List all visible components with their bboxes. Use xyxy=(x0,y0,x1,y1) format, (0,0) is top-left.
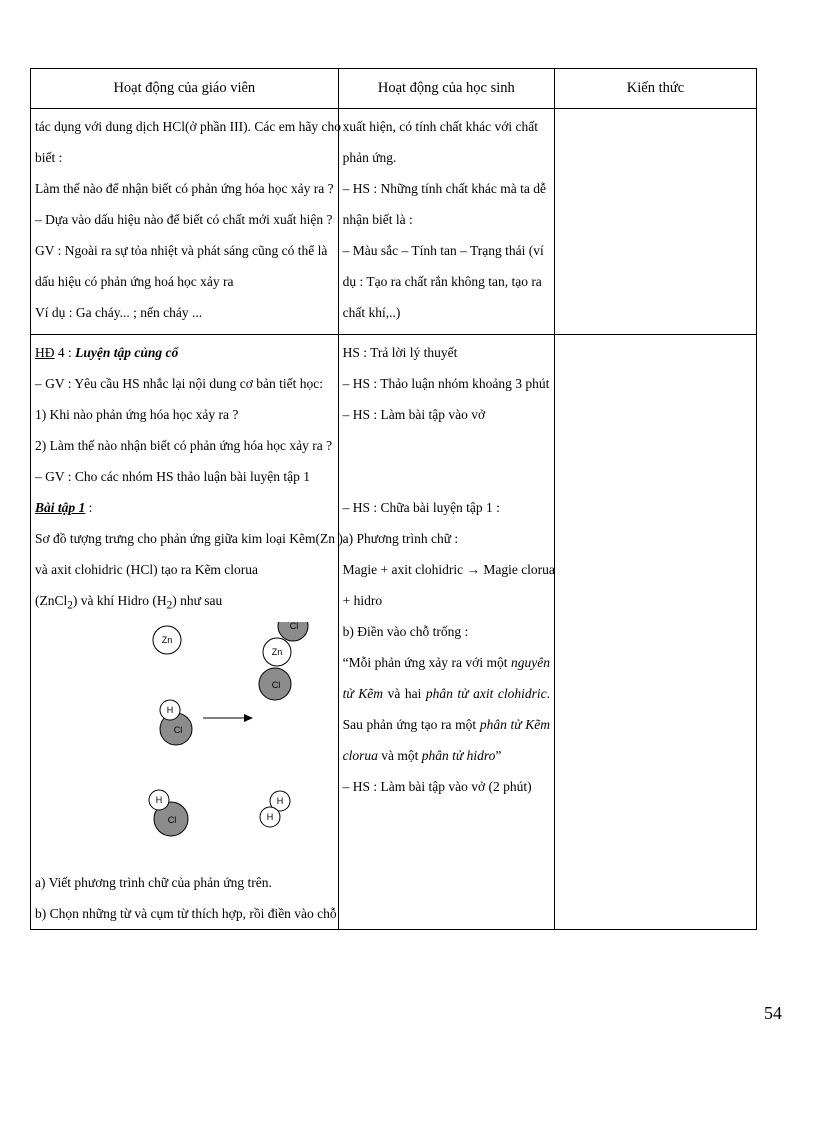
subscript: 2 xyxy=(166,599,173,612)
table-row xyxy=(31,335,757,930)
header-row xyxy=(31,69,757,109)
lesson-table xyxy=(30,68,757,930)
text-line: + hidro xyxy=(342,593,383,608)
formula-part: (ZnCl xyxy=(35,593,68,608)
hd-number: 4 : xyxy=(54,345,76,360)
reaction-arrow-icon xyxy=(203,714,253,722)
text-line: xuất hiện, có tính chất khác với chất xyxy=(342,119,538,134)
answer-quote xyxy=(343,647,550,771)
text-line: – HS : Thảo luận nhóm khoảng 3 phút xyxy=(342,376,550,391)
text-line: chất khí,..) xyxy=(342,305,401,320)
text-line: – Dựa vào dấu hiệu nào để biết có chất mới xuất hiện ? xyxy=(35,212,333,227)
text-line: nhận biết là : xyxy=(342,212,413,227)
text-line: Làm thế nào để nhận biết có phản ứng hóa học xảy ra ? xyxy=(35,181,334,196)
header-teacher: Hoạt động của giáo viên xyxy=(31,69,339,109)
exercise-heading xyxy=(35,492,334,523)
teacher-cell xyxy=(31,335,343,930)
text-line: 1) Khi nào phản ứng hóa học xảy ra ? xyxy=(35,407,239,422)
atom-label: H xyxy=(266,811,274,822)
teacher-cell xyxy=(31,109,339,335)
student-cell xyxy=(338,109,554,335)
knowledge-cell xyxy=(554,109,756,335)
atom-label: Cl xyxy=(289,621,299,631)
quote-text: và một xyxy=(377,748,422,763)
text-line: – GV : Cho các nhóm HS thảo luận bài luyện tập 1 xyxy=(35,469,310,484)
text-line: 2) Làm thế nào nhận biết có phản ứng hóa học xảy ra ? xyxy=(35,438,333,453)
text-line: – HS : Những tính chất khác mà ta dễ xyxy=(342,181,547,196)
zinc-atom xyxy=(153,626,181,654)
text-line: phản ứng. xyxy=(342,150,397,165)
atom-label: H xyxy=(166,704,174,715)
text-line: b) Điền vào chỗ trống : xyxy=(342,624,469,639)
quote-italic: phân tử axit clohidric xyxy=(425,686,547,701)
spacer xyxy=(343,430,550,461)
text-line: b) Chọn những từ và cụm từ thích hợp, rồi điền vào chỗ xyxy=(35,905,337,921)
hcl-molecule xyxy=(160,700,192,745)
atom-label: Cl xyxy=(173,724,183,735)
hd-label: HĐ xyxy=(35,345,55,360)
header-knowledge: Kiến thức xyxy=(554,69,756,109)
exercise-colon: : xyxy=(85,500,93,515)
atom-label: Cl xyxy=(271,679,281,690)
molecule-diagram xyxy=(31,622,339,867)
formula-line xyxy=(35,585,334,622)
header-student: Hoạt động của học sinh xyxy=(338,69,554,109)
hcl-molecule xyxy=(149,790,188,836)
hydrogen-molecule xyxy=(260,791,290,827)
text-line: biết : xyxy=(35,150,63,165)
atom-label: Cl xyxy=(167,814,177,825)
exercise-title: Bài tập 1 xyxy=(35,500,86,515)
text-line: a) Phương trình chữ : xyxy=(342,531,459,546)
student-cell xyxy=(338,335,554,930)
zinc-chloride-molecule xyxy=(259,622,308,700)
quote-italic: nguyên tử Kẽm xyxy=(342,655,550,701)
text-line: – Màu sắc – Tính tan – Trạng thái (ví xyxy=(342,243,544,258)
atom-label: H xyxy=(276,795,284,806)
text-line: Sơ đồ tượng trưng cho phản ứng giữa kim loại Kẽm(Zn ) xyxy=(35,531,343,546)
text-line: và axit clohidric (HCl) tạo ra Kẽm clorua xyxy=(35,562,259,577)
text-line: Magie + axit clohidric → Magie clorua xyxy=(342,562,555,577)
hd-title: Luyện tập củng cố xyxy=(75,345,179,360)
text-line: – GV : Yêu cầu HS nhắc lại nội dung cơ bản tiết học: xyxy=(35,376,323,391)
formula-part: ) như sau xyxy=(172,593,223,608)
quote-italic: phân tử Kẽm clorua xyxy=(342,717,550,763)
text-line: – HS : Làm bài tập vào vở (2 phút) xyxy=(342,779,532,794)
text-line: tác dụng với dung dịch HCl(ở phần III). Các em hãy cho xyxy=(35,119,341,134)
activity-heading xyxy=(35,337,334,368)
quote-text: . Sau phản ứng tạo ra một xyxy=(342,686,550,732)
knowledge-cell xyxy=(554,335,756,930)
text-line: HS : Trả lời lý thuyết xyxy=(342,345,458,360)
quote-text: “Mỗi phản ứng xảy ra với một xyxy=(342,655,511,670)
atom-label: Zn xyxy=(161,634,173,645)
text-line: – HS : Chữa bài luyện tập 1 : xyxy=(342,500,500,515)
atom-label: H xyxy=(155,794,163,805)
text-line: – HS : Làm bài tập vào vở xyxy=(342,407,486,422)
table-row xyxy=(31,109,757,335)
text-line: GV : Ngoài ra sự tỏa nhiệt và phát sáng cũng có thể là xyxy=(35,243,328,258)
text-line: dấu hiệu có phản ứng hoá học xảy ra xyxy=(35,274,234,289)
page-number: 54 xyxy=(764,1003,782,1023)
subscript: 2 xyxy=(67,599,73,612)
quote-text: ” xyxy=(495,748,502,763)
text-line: a) Viết phương trình chữ của phản ứng trên. xyxy=(35,874,272,890)
formula-part: ) và khí Hidro (H xyxy=(72,593,167,608)
reaction-diagram xyxy=(31,622,338,867)
text-line: dụ : Tạo ra chất rắn không tan, tạo ra xyxy=(342,274,542,289)
atom-label: Zn xyxy=(271,646,283,657)
quote-text: và hai xyxy=(383,686,426,701)
text-line: Ví dụ : Ga cháy... ; nến cháy ... xyxy=(35,305,203,320)
spacer xyxy=(343,461,550,492)
quote-italic: phân tử hidro xyxy=(421,748,496,763)
